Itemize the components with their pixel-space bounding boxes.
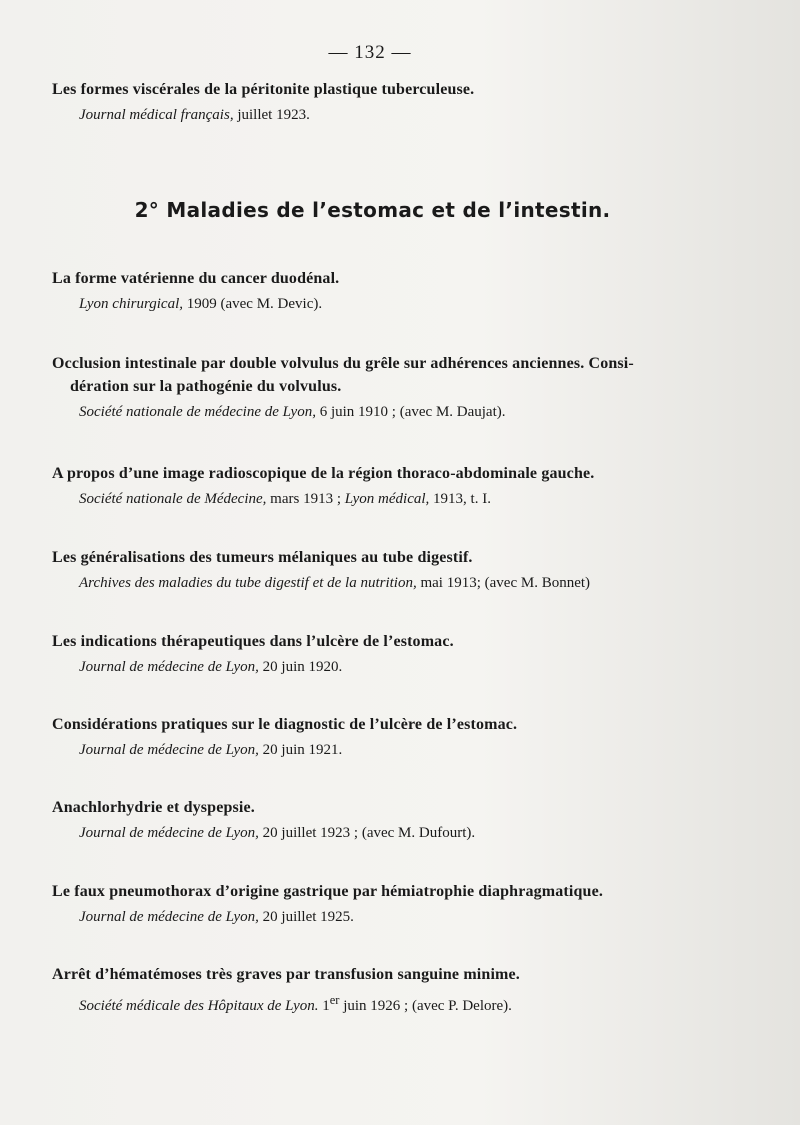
reference-details: 20 juin 1921. [258, 742, 343, 758]
entry-title: Anachlorhydrie et dyspepsie. [52, 799, 255, 816]
entry-title: Considérations pratiques sur le diagnostic de l’ulcère de l’estomac. [52, 716, 518, 733]
entry-reference [52, 488, 742, 510]
section-heading: 2° Maladies de l’estomac et de l’intestin. [134, 198, 611, 222]
entry-reference [52, 739, 742, 761]
entry-title: Les formes viscérales de la péritonite plastique tuberculeuse. [52, 81, 475, 98]
journal-name: Lyon médical, [344, 491, 430, 507]
reference-details: mai 1913; (avec M. Bonnet) [416, 575, 591, 591]
journal-name: Archives des maladies du tube digestif et de la nutrition, [79, 575, 417, 591]
bibliography-entry [52, 963, 742, 1017]
reference-details: 20 juillet 1923 ; (avec M. Dufourt). [258, 825, 476, 841]
reference-details: 20 juin 1920. [258, 659, 343, 675]
reference-details: juillet 1923. [233, 107, 310, 123]
bibliography-entry [52, 352, 742, 423]
entry-reference [52, 104, 742, 126]
entry-reference [52, 822, 742, 844]
reference-details: juin 1926 ; (avec P. Delore). [339, 998, 512, 1014]
entry-title: Les indications thérapeutiques dans l’ulcère de l’estomac. [52, 633, 454, 650]
entry-title: Les généralisations des tumeurs mélaniques au tube digestif. [52, 549, 473, 566]
entry-title: Arrêt d’hématémoses très graves par transfusion sanguine minime. [52, 966, 520, 983]
reference-details: 20 juillet 1925. [258, 909, 354, 925]
journal-name: Journal de médecine de Lyon, [79, 742, 259, 758]
page-number: — 132 — [328, 42, 412, 63]
bibliography-entry [52, 462, 742, 510]
reference-details: 1 [318, 998, 330, 1014]
bibliography-entry [52, 546, 742, 594]
journal-name: Journal de médecine de Lyon, [79, 909, 259, 925]
journal-name: Société médicale des Hôpitaux de Lyon. [79, 998, 319, 1014]
entry-reference [52, 906, 742, 928]
superscript: er [329, 993, 340, 1007]
entry-title: La forme vatérienne du cancer duodénal. [52, 270, 340, 287]
journal-name: Société nationale de médecine de Lyon, [79, 404, 316, 420]
bibliography-entry [52, 713, 742, 761]
reference-details: 6 juin 1910 ; (avec M. Daujat). [315, 404, 506, 420]
entry-title: A propos d’une image radioscopique de la région thoraco-abdominale gauche. [52, 465, 595, 482]
journal-name: Journal médical français, [79, 107, 234, 123]
entry-title [52, 352, 742, 398]
bibliography-entry [52, 796, 742, 844]
entry-reference [52, 401, 742, 423]
bibliography-entry [52, 630, 742, 678]
entry-reference [52, 572, 742, 594]
reference-details: 1909 (avec M. Devic). [183, 296, 323, 312]
reference-details: 1913, t. I. [429, 491, 491, 507]
entry-title-line: Occlusion intestinale par double volvulus du grêle sur adhérences anciennes. Consi- [52, 355, 634, 372]
entry-title: Le faux pneumothorax d’origine gastrique par hémiatrophie diaphragmatique. [52, 883, 603, 900]
bibliography-entry [52, 267, 742, 315]
bibliography-entry [52, 880, 742, 928]
reference-details: mars 1913 ; [266, 491, 345, 507]
entry-reference [52, 989, 742, 1017]
entry-reference [52, 293, 742, 315]
journal-name: Journal de médecine de Lyon, [79, 825, 259, 841]
entry-title-line: dération sur la pathogénie du volvulus. [70, 378, 342, 395]
journal-name: Journal de médecine de Lyon, [79, 659, 259, 675]
journal-name: Société nationale de Médecine, [79, 491, 267, 507]
entry-reference [52, 656, 742, 678]
journal-name: Lyon chirurgical, [79, 296, 183, 312]
bibliography-entry [52, 78, 742, 126]
